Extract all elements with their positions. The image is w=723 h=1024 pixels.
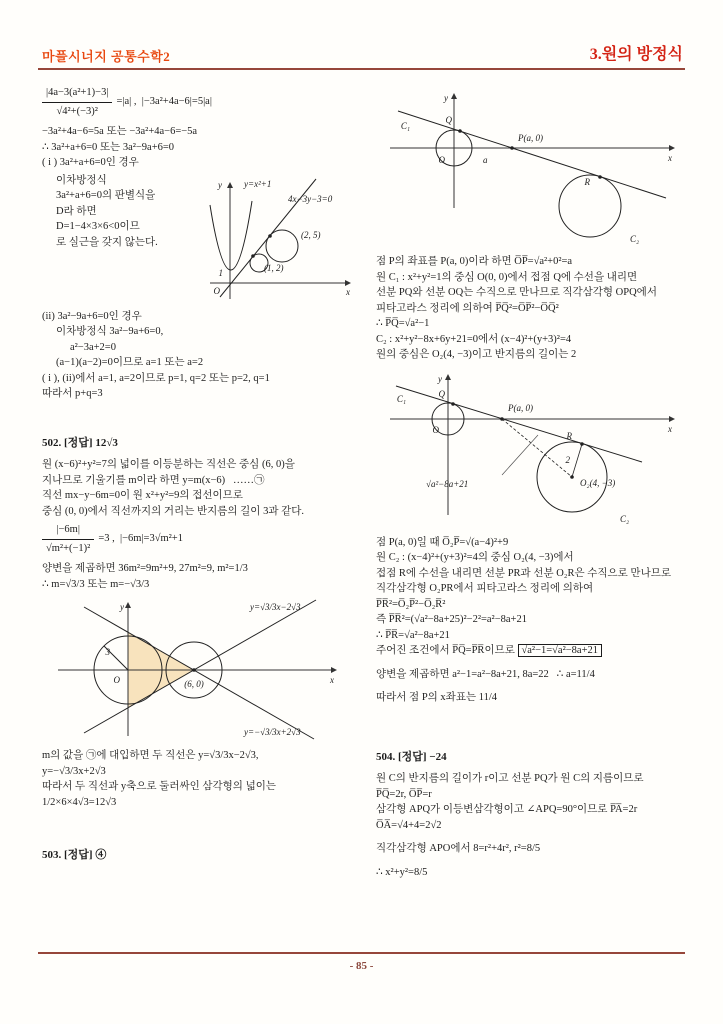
origin-label: O <box>432 424 439 435</box>
answer-503: 503. [정답] ④ <box>42 849 107 861</box>
text-line: 삼각형 APQ가 이등변삼각형이고 ∠APQ=90°이므로 P̅A̅=2r <box>376 804 638 815</box>
answer-504: 504. [정답] −24 <box>376 750 447 763</box>
left-column <box>42 82 356 870</box>
footer-rule <box>38 952 685 954</box>
circle-c2-label: C₂ <box>620 513 630 524</box>
text-line: 즉 P̅R̅²=(√a²−8a+25)²−2²=a²−8a+21 <box>376 614 527 625</box>
line-equation-top: y=√3/3x−2√3 <box>250 602 301 612</box>
fraction-numerator: |4a−3(a²+1)−3| <box>42 85 112 103</box>
text-line: 원 (x−6)²+y²=7의 넓이를 이등분하는 직선은 중심 (6, 0)을 <box>42 459 295 470</box>
chapter-title: 3.원의 방정식 <box>589 46 683 63</box>
page-number: - 85 - <box>349 960 374 972</box>
segment-a-label: a <box>483 155 488 165</box>
circle-c1-label: C₁ <box>396 393 406 404</box>
equation-line <box>42 85 356 119</box>
text-line: 원 C₂ : (x−4)²+(y+3)²=4의 중심 O₂(4, −3)에서 <box>376 552 574 563</box>
text-line: 선분 PQ와 선분 OQ는 수직으로 만나므로 직각삼각형 OPQ에서 <box>376 287 657 298</box>
origin-label: O <box>213 285 220 296</box>
tangent-line-positive-slope <box>84 600 316 733</box>
text-line: 직각삼각형 O₂PR에서 피타고라스 정리에 의하여 <box>376 583 594 594</box>
text-line: 중심 (0, 0)에서 직선까지의 거리는 반지름의 길이 3과 같다. <box>42 505 304 517</box>
point-2-5-label: (2, 5) <box>301 229 321 240</box>
point-o2 <box>570 475 574 479</box>
equation-rhs: =|a| , |−3a²+4a−6|=5|a| <box>116 96 212 108</box>
text-line: 따라서 두 직선과 y축으로 둘러싸인 삼각형의 넓이는 <box>42 781 277 792</box>
text-line: 피타고라스 정리에 의하여 P̅Q̅²=O̅P̅²−O̅Q̅² <box>376 302 559 314</box>
text-line: 양변을 제곱하면 a²−1=a²−8a+21, 8a=22 ∴ a=11/4 <box>376 668 595 680</box>
point-p-label: P(a, 0) <box>518 133 543 143</box>
case-i-text <box>42 171 204 251</box>
center-o2-label: O₂(4, −3) <box>580 477 616 488</box>
text-line: D라 하면 <box>56 205 97 217</box>
point-q-label: Q <box>438 388 445 399</box>
segment-o2-r <box>572 444 582 477</box>
segment-p-o2 <box>502 419 572 477</box>
origin-label: O <box>113 675 120 685</box>
text-line: ( i ) 3a²+a+6=0인 경우 <box>42 157 139 168</box>
text-line: 직각삼각형 APO에서 8=r²+4r², r²=8/5 <box>376 843 541 854</box>
text-line: D=1−4×3×6<0이므 <box>56 221 140 232</box>
point-r-label: R <box>584 177 590 187</box>
fraction <box>42 522 94 556</box>
point-1-2 <box>251 254 255 258</box>
boxed-equation: √a²−1=√a²−8a+21 <box>518 644 603 657</box>
answer-502: 502. [정답] 12√3 <box>42 436 118 449</box>
text-line: ∴ P̅R̅=√a²−8a+21 <box>376 629 450 641</box>
text-line: 이차방정식 <box>56 174 107 186</box>
line-equation-bottom: y=−√3/3x+2√3 <box>244 727 301 737</box>
origin-label: O <box>438 155 445 165</box>
tangent-line-negative-slope <box>84 607 314 739</box>
text-line: ( i ), (ii)에서 a=1, a=2이므로 p=1, q=2 또는 p=2, q=1 <box>42 372 270 384</box>
fraction <box>42 85 112 119</box>
one-label: 1 <box>218 267 223 278</box>
text-line: 1/2×6×4√3=12√3 <box>42 796 117 808</box>
point-p <box>500 417 504 421</box>
point-q <box>458 129 462 133</box>
text-line: (ii) 3a²−9a+6=0인 경우 <box>42 310 142 322</box>
diagram-tangent-two-circles-1 <box>382 86 682 248</box>
radius-2-label: 2 <box>565 454 570 465</box>
text-line: 점 P(a, 0)일 때 O̅₂P̅=√(a−4)²+9 <box>376 536 509 548</box>
circle-c1-label: C₁ <box>400 121 410 131</box>
circle-c2 <box>559 175 621 237</box>
fraction-numerator: |−6m| <box>42 522 94 540</box>
point-r-label: R <box>566 430 572 441</box>
point-p-label: P(a, 0) <box>508 402 533 413</box>
x-axis-label: x <box>668 153 672 163</box>
text-line: 따라서 p+q=3 <box>42 388 103 399</box>
text-line: 양변을 제곱하면 36m²=9m²+9, 27m²=9, m²=1/3 <box>42 563 248 574</box>
text-line: ∴ P̅Q̅=√a²−1 <box>376 318 430 329</box>
center-point-6-0 <box>192 668 196 672</box>
case-i-block <box>42 171 356 309</box>
point-2-5 <box>268 234 272 238</box>
text-line: (a−1)(a−2)=0이므로 a=1 또는 a=2 <box>56 357 204 368</box>
point-p <box>510 146 514 150</box>
parabola-curve <box>210 201 252 270</box>
text-line: O̅A̅=√4+4=2√2 <box>376 819 442 831</box>
text-line: a²−3a+2=0 <box>70 341 116 353</box>
text-line: 원 C의 반지름의 길이가 r이고 선분 PQ가 원 C의 지름이므로 <box>376 773 644 784</box>
text-line: 지나므로 기울기를 m이라 하면 y=m(x−6) ……㉠ <box>42 474 265 486</box>
equation-rhs: =3 , |−6m|=3√m²+1 <box>98 533 183 545</box>
curve-equation-label: y=x²+1 <box>244 178 272 189</box>
text-line: ∴ m=√3/3 또는 m=−√3/3 <box>42 578 150 590</box>
y-axis-label: y <box>438 373 442 384</box>
text-line: 직선 mx−y−6m=0이 원 x²+y²=9의 접선이므로 <box>42 490 243 501</box>
point-1-2-label: (1, 2) <box>264 262 284 273</box>
label-pointer-line <box>502 435 538 475</box>
point-r <box>598 175 602 179</box>
diagram-bisector-tangent-lines <box>54 596 344 742</box>
x-axis-label: x <box>346 286 350 297</box>
diagram-tangent-two-circles-2 <box>382 367 682 529</box>
right-column <box>376 82 688 880</box>
fraction-denominator: √m²+(−1)² <box>46 542 91 554</box>
text-line: 따라서 점 P의 x좌표는 11/4 <box>376 692 498 703</box>
y-axis-label: y <box>444 93 448 103</box>
text-line: m의 값을 ㉠에 대입하면 두 직선은 y=√3/3x−2√3, <box>42 750 259 761</box>
text-line: y=−√3/3x+2√3 <box>42 765 106 777</box>
text-line: 원의 중심은 O₂(4, −3)이고 반지름의 길이는 2 <box>376 349 577 360</box>
radius-label: 3 <box>105 647 110 657</box>
text-line: ∴ 3a²+a+6=0 또는 3a²−9a+6=0 <box>42 141 175 153</box>
given-condition-line <box>376 643 688 659</box>
x-axis-label: x <box>330 675 334 685</box>
text-line: −3a²+4a−6=5a 또는 −3a²+4a−6=−5a <box>42 126 198 137</box>
point-r <box>580 442 584 446</box>
y-axis-label: y <box>120 602 124 612</box>
text-line: P̅R̅²=O̅₂P̅²−O̅₂R̅² <box>376 598 446 610</box>
text-line: C₂ : x²+y²−8x+6y+21=0에서 (x−4)²+(y+3)²=4 <box>376 333 572 345</box>
tangent-equation-label: 4x−3y−3=0 <box>288 193 333 204</box>
point-q-label: Q <box>445 115 452 125</box>
book-title: 마플시너지 공통수학2 <box>42 49 171 64</box>
text-line: 원 C₁ : x²+y²=1의 중심 O(0, 0)에서 접점 Q에 수선을 내리면 <box>376 271 638 283</box>
given-prefix: 주어진 조건에서 P̅Q̅=P̅R̅이므로 <box>376 645 518 656</box>
text-line: ∴ x²+y²=8/5 <box>376 866 428 878</box>
x-axis-label: x <box>668 423 672 434</box>
text-line: 3a²+a+6=0의 판별식을 <box>56 190 156 201</box>
diagram-parabola-tangent <box>204 175 356 303</box>
y-axis-label: y <box>218 179 222 190</box>
text-line: P̅Q̅=2r, O̅P̅=r <box>376 788 432 800</box>
circle-c2-label: C₂ <box>630 234 640 244</box>
text-line: 로 실근을 갖지 않는다. <box>56 236 158 248</box>
point-q <box>451 402 455 406</box>
center-label: (6, 0) <box>184 679 204 689</box>
text-line: 접점 R에 수선을 내리면 선분 PR과 선분 O₂R은 수직으로 만나므로 <box>376 567 672 579</box>
equation-line <box>42 522 356 556</box>
text-line: 점 P의 좌표를 P(a, 0)이라 하면 O̅P̅=√a²+0²=a <box>376 256 573 267</box>
fraction-denominator: √4²+(−3)² <box>56 105 98 117</box>
header-rule <box>38 68 685 70</box>
segment-pr-label: √a²−8a+21 <box>426 478 469 489</box>
text-line: 이차방정식 3a²−9a+6=0, <box>56 326 164 337</box>
